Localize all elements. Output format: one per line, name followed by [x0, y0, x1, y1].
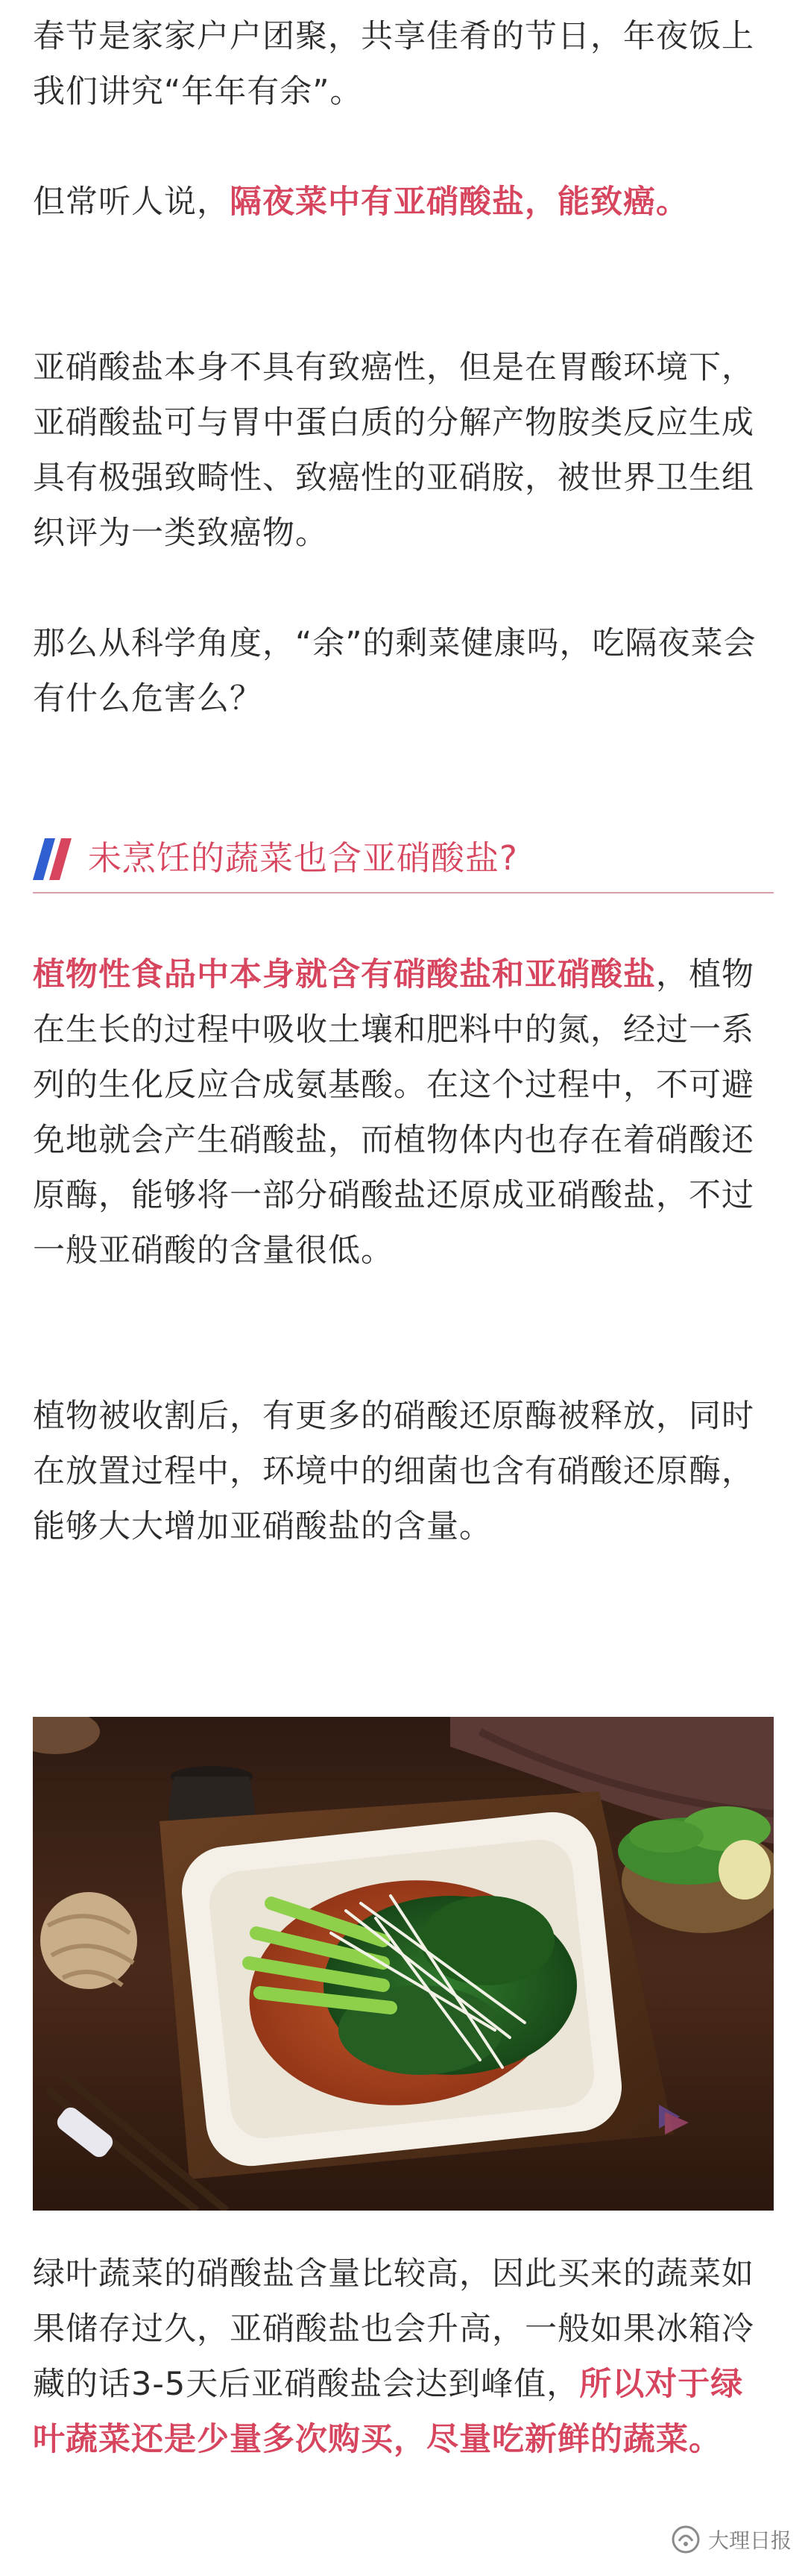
vegetable-dish-photo: [33, 1717, 774, 2211]
paragraph-intro: 春节是家家户户团聚，共享佳肴的节日，年夜饭上我们讲究“年年有余”。: [33, 18, 754, 110]
paragraph-leafy-greens-highlight: 所以对于绿叶蔬菜还是少量多次购买，尽量吃新鲜的蔬菜。: [33, 2366, 744, 2458]
double-slash-icon: [33, 838, 78, 880]
paragraph-rumor-lead: 但常听人说，: [33, 183, 230, 221]
section-heading: [33, 828, 774, 893]
paragraph-plant-nitrate-highlight: 植物性食品中本身就含有硝酸盐和亚硝酸盐: [33, 956, 656, 993]
paragraph-harvest: 植物被收割后，有更多的硝酸还原酶被释放，同时在放置过程中，环境中的细菌也含有硝酸还原酶，能够大大增加亚硝酸盐的含量。: [33, 1398, 754, 1545]
paragraph-nitrite-explain: 亚硝酸盐本身不具有致癌性，但是在胃酸环境下，亚硝酸盐可与胃中蛋白质的分解产物胺类反应生成具有极强致畸性、致癌性的亚硝胺，被世界卫生组织评为一类致癌物。: [33, 349, 754, 552]
paragraph-question: 那么从科学角度，“余”的剩菜健康吗，吃隔夜菜会有什么危害么？: [33, 625, 757, 717]
source-watermark-text: 大理日报: [707, 2528, 792, 2553]
source-watermark: [671, 2521, 792, 2558]
paragraph-rumor-highlight: 隔夜菜中有亚硝酸盐，能致癌。: [230, 183, 689, 221]
paragraph-plant-nitrate: [33, 947, 774, 1278]
vegetable-dish-illustration: [33, 1717, 774, 2211]
paragraph-leafy-greens: [33, 2246, 774, 2467]
section-heading-title: 未烹饪的蔬菜也含亚硝酸盐?: [88, 838, 518, 878]
wechat-channel-icon: [671, 2525, 701, 2554]
paragraph-rumor: [33, 175, 774, 230]
paragraph-leafy-greens-lead: 绿叶蔬菜的硝酸盐含量比较高，因此买来的蔬菜如果储存过久，亚硝酸盐也会升高，一般如果冰箱冷藏的话3-5天后亚硝酸盐会达到峰值，: [33, 2255, 754, 2403]
paragraph-plant-nitrate-rest: ，植物在生长的过程中吸收土壤和肥料中的氮，经过一系列的生化反应合成氨基酸。在这个过程中，不可避免地就会产生硝酸盐，而植物体内也存在着硝酸还原酶，能够将一部分硝酸盐还原成亚硝酸盐，不过一般亚硝酸的含量很低。: [33, 956, 754, 1269]
